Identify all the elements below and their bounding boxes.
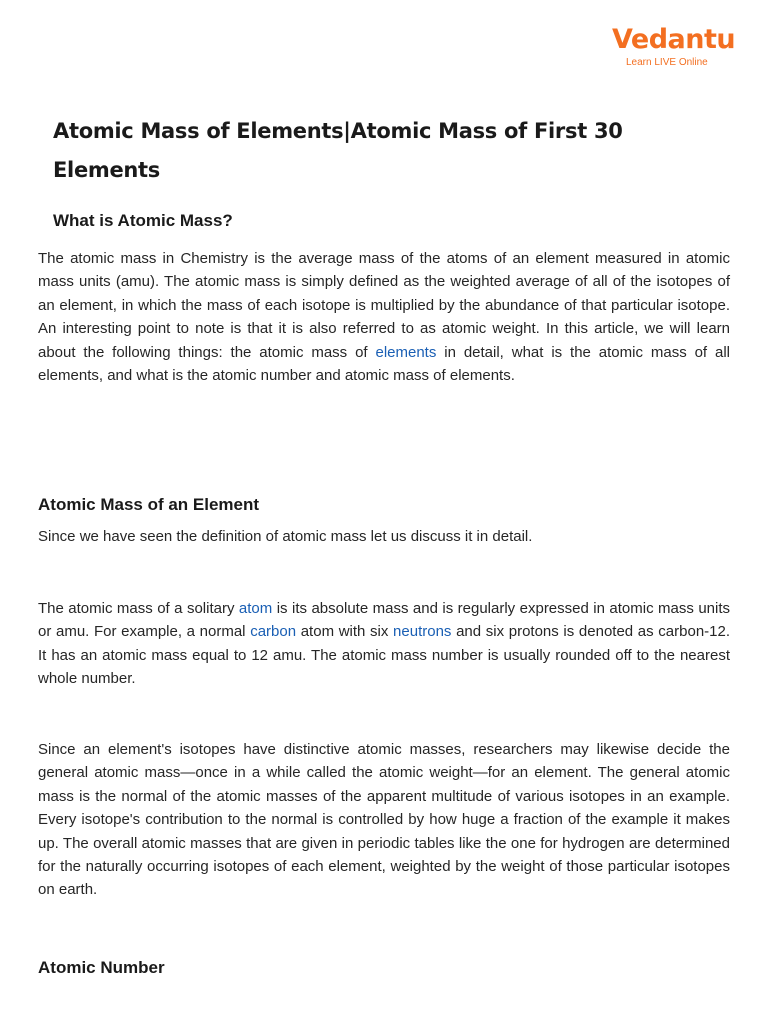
- intro-text-start: The atomic mass in Chemistry is the average mass of the atoms of an element measured in atomic mass units (amu). The atomic mass is simply defined as the weighted average of all of the isotopes of an element, in which the mass of each isotope is multiplied by the abundance of that particular isotope. An interesting point to note is that it is also referred to as atomic weight. In this article, we will learn about the following things: the atomic mass of: [38, 250, 730, 361]
- logo-tagline: Learn LIVE Online: [626, 57, 708, 68]
- page-title: Atomic Mass of Elements|Atomic Mass of First 30 Elements: [53, 119, 623, 182]
- solitary-atom-paragraph: [38, 597, 730, 691]
- atomic-mass-element-heading: Atomic Mass of an Element: [38, 495, 260, 514]
- isotopes-paragraph: Since an element's isotopes have distinctive atomic masses, researchers may likewise decide the general atomic mass—once in a while called the atomic weight—for an element. The general atomic mass is the normal of the atomic masses of the apparent multitude of various isotopes in an example. Every isotope's contribution to the normal is controlled by how huge a fraction of the example it makes up. The overall atomic masses that are given in periodic tables like the one for hydrogen are determined for the naturally occurring isotopes of each element, weighted by the weight of those particular isotopes on earth.: [38, 741, 730, 899]
- neutrons-link[interactable]: neutrons: [393, 623, 452, 641]
- definition-paragraph: Since we have seen the definition of atomic mass let us discuss it in detail.: [38, 528, 533, 545]
- atomic-number-heading: Atomic Number: [38, 958, 165, 977]
- solitary-text-d: and six protons is denoted as carbon-12. It has an atomic mass equal to 12 amu. The atomic mass number is usually rounded off to the nearest whole number.: [38, 623, 731, 688]
- atom-link[interactable]: atom: [238, 600, 273, 617]
- what-is-atomic-mass-heading: What is Atomic Mass?: [53, 211, 233, 230]
- intro-text-end: in detail, what is the atomic mass of all elements, and what is the atomic number and atomic mass of elements.: [38, 343, 730, 385]
- solitary-text-c: atom with six: [296, 623, 394, 641]
- carbon-link[interactable]: carbon: [250, 623, 297, 641]
- logo-wordmark: Vedantu: [612, 24, 736, 55]
- solitary-text-a: The atomic mass of a solitary: [38, 600, 239, 617]
- solitary-text-b: is its absolute mass and is regularly expressed in atomic mass units or amu. For example, a normal: [38, 600, 731, 641]
- intro-paragraph: [38, 247, 730, 387]
- vedantu-logo[interactable]: [612, 22, 736, 72]
- elements-link[interactable]: elements: [375, 343, 437, 361]
